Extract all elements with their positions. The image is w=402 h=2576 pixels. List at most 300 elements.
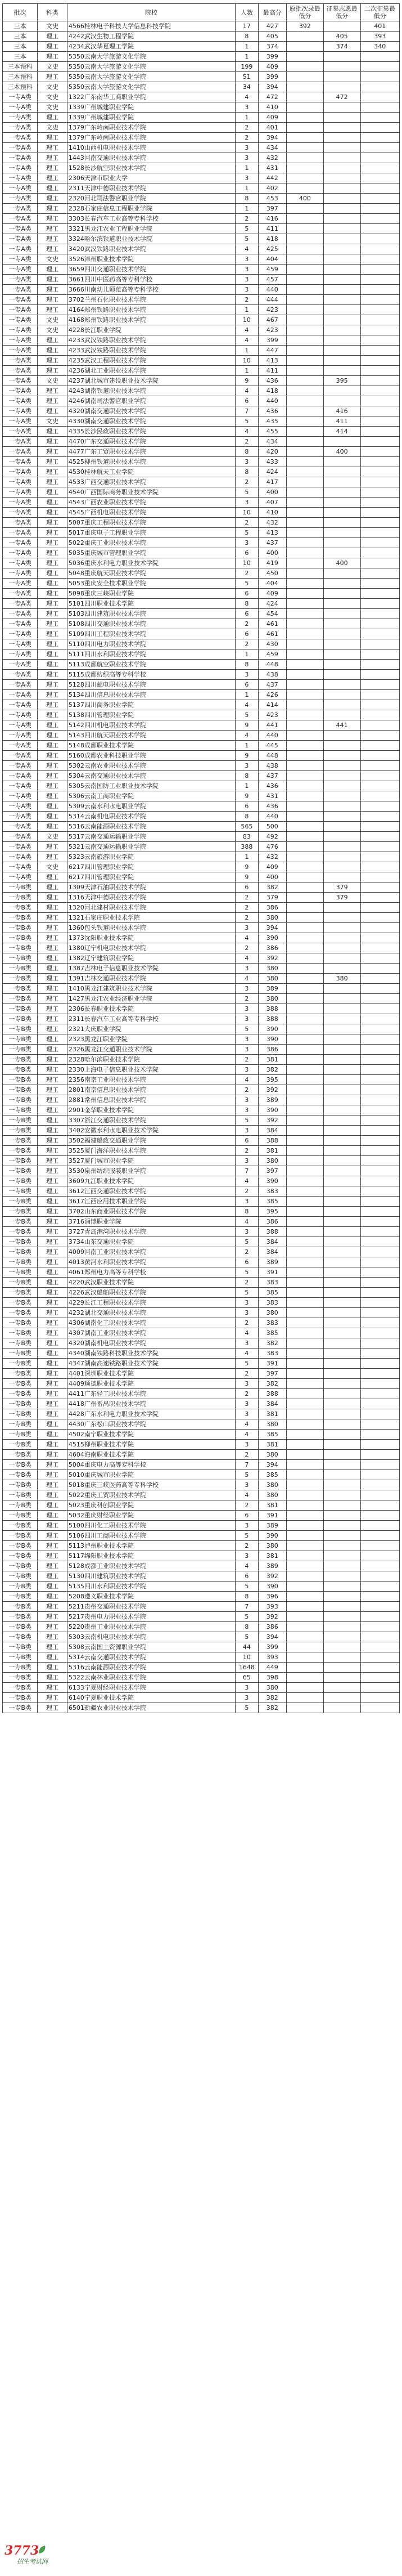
cell-second-min: [360, 244, 399, 254]
cell-solicit-min: [323, 1551, 360, 1561]
cell-batch: 一专B类: [3, 1379, 38, 1389]
cell-solicit-min: [323, 1632, 360, 1642]
table-row: [3, 32, 400, 42]
cell-count: 3: [236, 1409, 259, 1419]
cell-count: 51: [236, 72, 259, 82]
cell-count: 3: [236, 984, 259, 994]
cell-count: 7: [236, 1166, 259, 1176]
cell-second-min: [360, 335, 399, 346]
cell-batch: 一专A类: [3, 670, 38, 680]
cell-original-min: [286, 882, 323, 893]
cell-original-min: [286, 1632, 323, 1642]
cell-count: 3: [236, 1298, 259, 1308]
cell-batch: 一专B类: [3, 1075, 38, 1085]
cell-count: 10: [236, 1652, 259, 1663]
cell-batch: 一专B类: [3, 1197, 38, 1207]
cell-count: 1: [236, 163, 259, 173]
cell-solicit-min: [323, 1500, 360, 1511]
cell-second-min: [360, 498, 399, 508]
cell-batch: 一专B类: [3, 1207, 38, 1217]
cell-solicit-min: 400: [323, 558, 360, 568]
cell-original-min: [286, 660, 323, 670]
cell-school: 5304云南交通职业技术学院: [67, 771, 235, 781]
cell-count: 5: [236, 1237, 259, 1247]
cell-second-min: [360, 1592, 399, 1602]
cell-max-score: 380: [258, 974, 286, 984]
cell-original-min: [286, 102, 323, 113]
cell-max-score: 399: [258, 52, 286, 62]
cell-category: 理工: [38, 265, 67, 275]
table-body: [3, 21, 400, 1713]
cell-school: 5108四川交通职业技术学院: [67, 619, 235, 629]
cell-original-min: [286, 822, 323, 832]
cell-batch: 一专B类: [3, 1622, 38, 1632]
cell-batch: 一专A类: [3, 335, 38, 346]
cell-solicit-min: 379: [323, 893, 360, 903]
cell-count: 2: [236, 1389, 259, 1399]
table-row: [3, 741, 400, 751]
cell-second-min: [360, 1551, 399, 1561]
table-row: [3, 82, 400, 92]
cell-solicit-min: [323, 366, 360, 376]
cell-solicit-min: [323, 204, 360, 214]
cell-second-min: [360, 275, 399, 285]
cell-category: 理工: [38, 1389, 67, 1399]
cell-second-min: [360, 1227, 399, 1237]
cell-count: 3: [236, 1105, 259, 1115]
table-row: [3, 1146, 400, 1156]
cell-second-min: [360, 933, 399, 943]
cell-original-min: [286, 1237, 323, 1247]
cell-second-min: [360, 801, 399, 812]
table-row: [3, 1278, 400, 1288]
cell-count: 2: [236, 1247, 259, 1257]
cell-count: 6: [236, 396, 259, 406]
table-row: [3, 133, 400, 143]
cell-category: 理工: [38, 680, 67, 690]
cell-original-min: [286, 619, 323, 629]
cell-original-min: [286, 1399, 323, 1409]
cell-max-score: 388: [258, 1227, 286, 1237]
cell-second-min: [360, 791, 399, 801]
cell-max-score: 399: [258, 335, 286, 346]
cell-second-min: [360, 1571, 399, 1582]
cell-max-score: 388: [258, 1014, 286, 1024]
cell-category: 理工: [38, 366, 67, 376]
cell-school: 2328哈尔滨职业技术学院: [67, 1055, 235, 1065]
table-row: [3, 1055, 400, 1065]
cell-max-score: 382: [258, 1065, 286, 1075]
cell-count: 6: [236, 680, 259, 690]
cell-count: 2: [236, 214, 259, 224]
cell-max-score: 437: [258, 680, 286, 690]
cell-max-score: 389: [258, 1095, 286, 1105]
cell-max-score: 381: [258, 1440, 286, 1450]
cell-count: 3: [236, 173, 259, 183]
cell-batch: 一专B类: [3, 1034, 38, 1045]
cell-second-min: [360, 700, 399, 710]
cell-solicit-min: [323, 1642, 360, 1652]
cell-original-min: [286, 1369, 323, 1379]
cell-batch: 一专A类: [3, 416, 38, 427]
cell-school: 5023重庆科创职业学院: [67, 1500, 235, 1511]
cell-max-score: 419: [258, 558, 286, 568]
cell-batch: 一专A类: [3, 822, 38, 832]
cell-batch: 一专A类: [3, 609, 38, 619]
table-row: [3, 680, 400, 690]
cell-max-score: 436: [258, 781, 286, 791]
cell-category: 理工: [38, 1227, 67, 1237]
cell-category: 理工: [38, 801, 67, 812]
cell-max-score: 492: [258, 832, 286, 842]
cell-max-score: 400: [258, 548, 286, 558]
cell-solicit-min: [323, 234, 360, 244]
table-row: [3, 1267, 400, 1278]
cell-max-score: 392: [258, 1571, 286, 1582]
cell-count: 9: [236, 791, 259, 801]
cell-second-min: [360, 964, 399, 974]
cell-second-min: [360, 1389, 399, 1399]
cell-count: 8: [236, 660, 259, 670]
cell-category: 理工: [38, 943, 67, 953]
cell-second-min: [360, 1703, 399, 1713]
cell-school: 4530桂林航天工业学院: [67, 467, 235, 477]
cell-batch: 一专A类: [3, 214, 38, 224]
cell-max-score: 448: [258, 660, 286, 670]
cell-batch: 一专A类: [3, 771, 38, 781]
cell-batch: 一专B类: [3, 1176, 38, 1186]
cell-count: 6: [236, 609, 259, 619]
cell-batch: 一专A类: [3, 275, 38, 285]
cell-max-score: 453: [258, 194, 286, 204]
cell-count: 1: [236, 366, 259, 376]
cell-second-min: [360, 1065, 399, 1075]
cell-max-score: 420: [258, 447, 286, 457]
cell-solicit-min: [323, 275, 360, 285]
cell-count: 2: [236, 1278, 259, 1288]
cell-second-min: [360, 1004, 399, 1014]
cell-batch: 一专B类: [3, 1055, 38, 1065]
cell-school: 4229长江工程职业技术学院: [67, 1298, 235, 1308]
cell-batch: 一专A类: [3, 528, 38, 538]
cell-batch: 一专B类: [3, 1166, 38, 1176]
cell-original-min: [286, 52, 323, 62]
cell-solicit-min: [323, 1247, 360, 1257]
cell-solicit-min: [323, 224, 360, 234]
cell-batch: 一专B类: [3, 1338, 38, 1349]
cell-original-min: [286, 1612, 323, 1622]
table-row: [3, 974, 400, 984]
cell-count: 8: [236, 1207, 259, 1217]
cell-category: 理工: [38, 1095, 67, 1105]
table-row: [3, 416, 400, 427]
cell-solicit-min: [323, 568, 360, 579]
cell-solicit-min: 416: [323, 406, 360, 416]
cell-solicit-min: [323, 173, 360, 183]
cell-school: 1339广州城建职业学院: [67, 102, 235, 113]
cell-school: 1309天津石油职业技术学院: [67, 882, 235, 893]
cell-max-score: 416: [258, 214, 286, 224]
table-row: [3, 498, 400, 508]
cell-solicit-min: [323, 1288, 360, 1298]
cell-second-min: [360, 1531, 399, 1541]
cell-batch: 一专B类: [3, 1278, 38, 1288]
cell-second-min: [360, 204, 399, 214]
cell-original-min: [286, 1359, 323, 1369]
cell-original-min: [286, 123, 323, 133]
table-row: [3, 548, 400, 558]
table-row: [3, 1298, 400, 1308]
table-row: [3, 1207, 400, 1217]
cell-category: 理工: [38, 1632, 67, 1642]
cell-category: 理工: [38, 933, 67, 943]
cell-count: 3: [236, 1095, 259, 1105]
cell-solicit-min: [323, 305, 360, 315]
cell-original-min: [286, 1642, 323, 1652]
table-row: [3, 791, 400, 801]
cell-second-min: [360, 771, 399, 781]
cell-category: 理工: [38, 1156, 67, 1166]
cell-solicit-min: 441: [323, 720, 360, 731]
cell-batch: 一专A类: [3, 589, 38, 599]
cell-batch: 一专A类: [3, 487, 38, 498]
cell-count: 9: [236, 376, 259, 386]
cell-category: 理工: [38, 163, 67, 173]
cell-max-score: 454: [258, 609, 286, 619]
cell-solicit-min: [323, 538, 360, 548]
table-row: [3, 518, 400, 528]
cell-category: 理工: [38, 1146, 67, 1156]
cell-count: 2: [236, 1085, 259, 1095]
cell-original-min: [286, 1561, 323, 1571]
cell-school: 4543广西农业职业技术学院: [67, 498, 235, 508]
table-row: [3, 335, 400, 346]
cell-max-score: 438: [258, 670, 286, 680]
cell-count: 3: [236, 1480, 259, 1490]
cell-category: 理工: [38, 1450, 67, 1460]
cell-batch: 一专B类: [3, 1602, 38, 1612]
cell-solicit-min: [323, 1186, 360, 1197]
cell-original-min: [286, 275, 323, 285]
table-row: [3, 1105, 400, 1115]
table-row: [3, 356, 400, 366]
table-row: [3, 477, 400, 487]
cell-batch: 一专A类: [3, 538, 38, 548]
cell-school: 2326黑龙江交通职业技术学院: [67, 1045, 235, 1055]
cell-solicit-min: [323, 1034, 360, 1045]
cell-category: 文史: [38, 21, 67, 32]
cell-second-min: [360, 670, 399, 680]
cell-max-score: 399: [258, 72, 286, 82]
table-row: [3, 994, 400, 1004]
cell-batch: 一专A类: [3, 548, 38, 558]
cell-batch: 一专A类: [3, 660, 38, 670]
cell-batch: 一专A类: [3, 92, 38, 102]
cell-count: 4: [236, 244, 259, 254]
cell-second-min: [360, 731, 399, 741]
cell-max-score: 390: [258, 1105, 286, 1115]
cell-batch: 一专A类: [3, 437, 38, 447]
cell-school: 5036重庆水利电力职业技术学院: [67, 558, 235, 568]
cell-count: 7: [236, 1602, 259, 1612]
cell-school: 4306湖南化工职业技术学院: [67, 1318, 235, 1328]
cell-category: 文史: [38, 315, 67, 325]
cell-school: 5022重庆工贸职业技术学院: [67, 1490, 235, 1500]
cell-count: 2: [236, 639, 259, 649]
cell-school: 5032重庆财经职业学院: [67, 1511, 235, 1521]
cell-original-min: [286, 1673, 323, 1683]
cell-second-min: [360, 548, 399, 558]
cell-school: 3617江西应用技术职业学院: [67, 1197, 235, 1207]
cell-school: 5130四川建筑职业技术学院: [67, 1571, 235, 1582]
cell-school: 3525厦门海洋职业技术学院: [67, 1146, 235, 1156]
cell-count: 565: [236, 822, 259, 832]
cell-max-score: 380: [258, 1480, 286, 1490]
cell-second-min: [360, 1500, 399, 1511]
cell-solicit-min: [323, 1055, 360, 1065]
cell-category: 理工: [38, 1531, 67, 1541]
cell-original-min: [286, 1267, 323, 1278]
cell-school: 2330上海电子信息职业技术学院: [67, 1065, 235, 1075]
cell-original-min: [286, 1622, 323, 1632]
cell-solicit-min: [323, 113, 360, 123]
cell-max-score: 423: [258, 325, 286, 335]
cell-school: 3734山东交通职业学院: [67, 1237, 235, 1247]
table-header-row: [3, 4, 400, 21]
cell-max-score: 380: [258, 1490, 286, 1500]
cell-solicit-min: [323, 741, 360, 751]
cell-batch: 一专B类: [3, 1571, 38, 1582]
cell-original-min: [286, 447, 323, 457]
cell-original-min: [286, 214, 323, 224]
table-row: [3, 143, 400, 153]
cell-max-score: 396: [258, 1592, 286, 1602]
cell-count: 199: [236, 62, 259, 72]
cell-school: 5128成都工业职业技术学院: [67, 1561, 235, 1571]
cell-second-min: [360, 1278, 399, 1288]
cell-solicit-min: [323, 1004, 360, 1014]
cell-category: 理工: [38, 1419, 67, 1430]
cell-batch: 一专B类: [3, 1105, 38, 1115]
cell-count: 1: [236, 741, 259, 751]
table-row: [3, 579, 400, 589]
cell-original-min: [286, 1531, 323, 1541]
table-row: [3, 913, 400, 923]
cell-category: 理工: [38, 1663, 67, 1673]
cell-school: 5303云南机电职业技术学院: [67, 1632, 235, 1642]
cell-category: 理工: [38, 1115, 67, 1126]
cell-original-min: [286, 1490, 323, 1500]
cell-batch: 一专B类: [3, 1217, 38, 1227]
cell-second-min: [360, 406, 399, 416]
cell-count: 10: [236, 315, 259, 325]
cell-original-min: [286, 1055, 323, 1065]
cell-max-score: 388: [258, 1136, 286, 1146]
cell-batch: 一专B类: [3, 1430, 38, 1440]
cell-category: 理工: [38, 72, 67, 82]
table-row: [3, 1480, 400, 1490]
cell-category: 理工: [38, 1308, 67, 1318]
cell-max-score: 450: [258, 568, 286, 579]
table-row: [3, 376, 400, 386]
cell-batch: 一专A类: [3, 832, 38, 842]
cell-category: 理工: [38, 437, 67, 447]
cell-original-min: [286, 477, 323, 487]
cell-solicit-min: [323, 1531, 360, 1541]
cell-max-score: 390: [258, 1176, 286, 1186]
cell-category: 理工: [38, 244, 67, 254]
cell-batch: 三本: [3, 52, 38, 62]
cell-original-min: [286, 183, 323, 194]
cell-school: 4430广东松山职业技术学院: [67, 1419, 235, 1430]
cell-category: 理工: [38, 700, 67, 710]
watermark-site: 招生考试网: [17, 2558, 48, 2565]
cell-batch: 一专A类: [3, 568, 38, 579]
table-row: [3, 700, 400, 710]
cell-count: 1: [236, 649, 259, 660]
table-row: [3, 923, 400, 933]
cell-solicit-min: [323, 1480, 360, 1490]
cell-category: 理工: [38, 1055, 67, 1065]
cell-original-min: [286, 1166, 323, 1176]
cell-original-min: [286, 1541, 323, 1551]
cell-second-min: [360, 1480, 399, 1490]
table-row: [3, 72, 400, 82]
cell-count: 3: [236, 1693, 259, 1703]
cell-max-score: 390: [258, 933, 286, 943]
cell-school: 1380辽宁机电职业技术学院: [67, 943, 235, 953]
cell-batch: 一专B类: [3, 1004, 38, 1014]
table-row: [3, 1065, 400, 1075]
cell-count: 2: [236, 295, 259, 305]
cell-original-min: [286, 1278, 323, 1288]
cell-batch: 一专A类: [3, 224, 38, 234]
cell-category: 理工: [38, 183, 67, 194]
cell-solicit-min: [323, 1197, 360, 1207]
cell-second-min: [360, 751, 399, 761]
cell-school: 5022重庆工业职业技术学院: [67, 538, 235, 548]
cell-count: 2: [236, 1318, 259, 1328]
cell-original-min: [286, 629, 323, 639]
cell-count: 4: [236, 1490, 259, 1500]
cell-category: 文史: [38, 832, 67, 842]
cell-original-min: [286, 639, 323, 649]
cell-count: 2: [236, 1186, 259, 1197]
cell-batch: 一专B类: [3, 984, 38, 994]
cell-second-min: [360, 599, 399, 609]
cell-school: 4477广东工贸职业技术学院: [67, 447, 235, 457]
cell-school: 5302云南农业职业技术学院: [67, 761, 235, 771]
cell-max-score: 434: [258, 437, 286, 447]
cell-school: 4232湖北交通职业技术学院: [67, 1308, 235, 1318]
cell-school: 4515柳州职业技术学院: [67, 1440, 235, 1450]
table-row: [3, 275, 400, 285]
cell-count: 4: [236, 325, 259, 335]
cell-batch: 一专A类: [3, 295, 38, 305]
cell-category: 理工: [38, 1470, 67, 1480]
table-row: [3, 943, 400, 953]
cell-original-min: [286, 589, 323, 599]
cell-original-min: [286, 325, 323, 335]
cell-original-min: [286, 812, 323, 822]
cell-school: 5048重庆航天职业技术学院: [67, 568, 235, 579]
cell-original-min: [286, 1338, 323, 1349]
cell-batch: 一专A类: [3, 761, 38, 771]
cell-max-score: 459: [258, 265, 286, 275]
cell-second-min: [360, 1663, 399, 1673]
cell-original-min: [286, 204, 323, 214]
cell-solicit-min: [323, 1298, 360, 1308]
